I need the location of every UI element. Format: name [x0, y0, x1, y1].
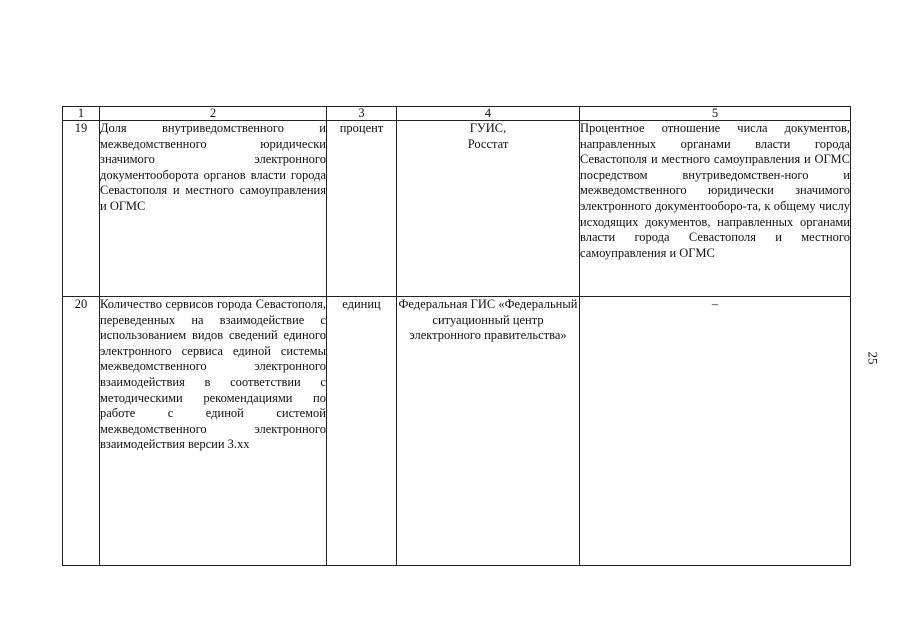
header-col-2: 2	[100, 107, 327, 121]
header-col-5: 5	[580, 107, 851, 121]
unit-of-measure: процент	[327, 121, 397, 297]
table-row	[63, 297, 851, 566]
row-number: 20	[63, 297, 100, 566]
calculation-method: –	[580, 297, 851, 566]
row-number: 19	[63, 121, 100, 297]
indicators-table	[62, 106, 851, 566]
page-number: 25	[865, 351, 881, 365]
unit-of-measure: единиц	[327, 297, 397, 566]
table-row	[63, 121, 851, 297]
calculation-method: Процентное отношение числа документов, направленных органами власти города Севастополя и местного самоуправления и ОГМС посредством внутриведомствен-ного и межведомственного юридически значимого электронного документооборо-та, к общему числу исходящих документов, направленных органами власти города Севастополя и местного самоуправления и ОГМС	[580, 121, 851, 297]
header-col-1: 1	[63, 107, 100, 121]
data-source	[397, 121, 580, 297]
data-source: Федеральная ГИС «Федеральный ситуационный центр электронного правительства»	[397, 297, 580, 566]
header-col-4: 4	[397, 107, 580, 121]
data-source-text: ГУИС, Росстат	[467, 121, 509, 151]
header-row	[63, 107, 851, 121]
header-col-3: 3	[327, 107, 397, 121]
indicator-name: Доля внутриведомственного и межведомственного юридически значимого электронного документооборота органов власти города Севастополя и местного самоуправления и ОГМС	[100, 121, 327, 297]
indicator-name: Количество сервисов города Севастополя, переведенных на взаимодействие с использованием видов сведений единого электронного сервиса единой системы межведомственного электронного взаимодействия в соответствии с методическими рекомендациями по работе с единой системой межведомственного электронного взаимодействия версии 3.хх	[100, 297, 327, 566]
